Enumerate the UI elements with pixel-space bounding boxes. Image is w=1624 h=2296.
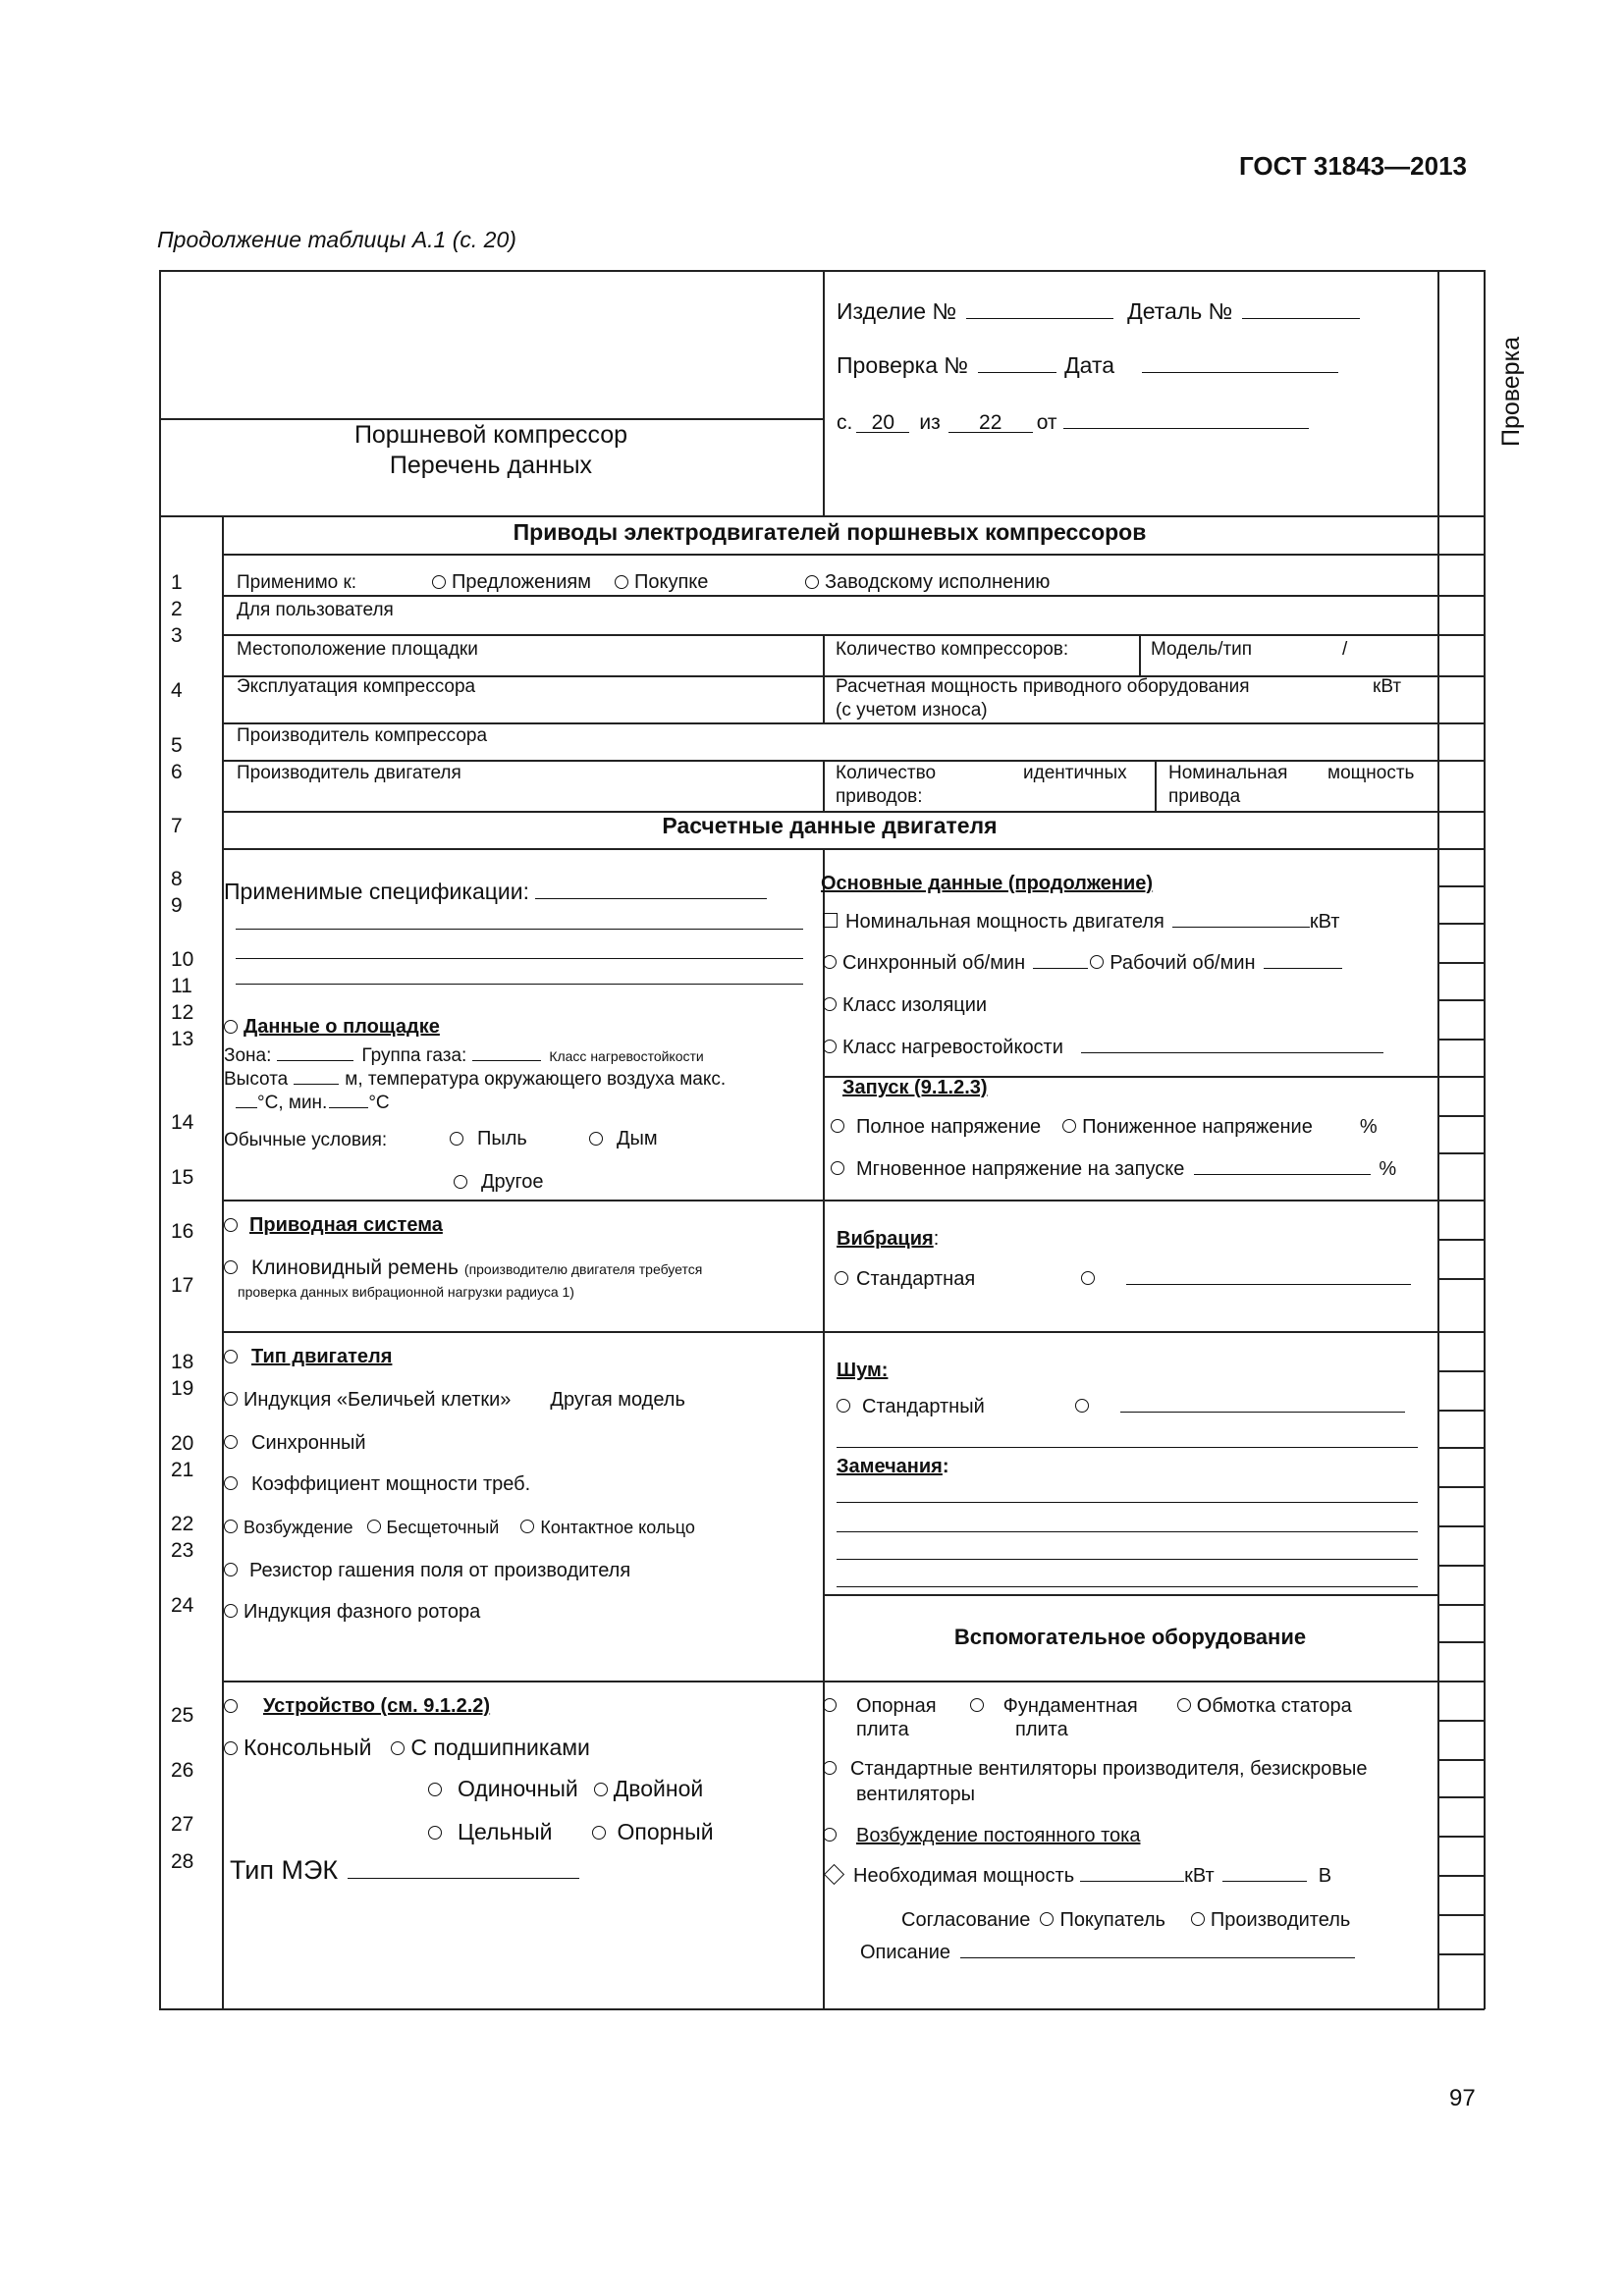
device-option[interactable] <box>224 1694 490 1718</box>
row-number: 20 <box>171 1432 194 1455</box>
row-number: 4 <box>171 679 183 702</box>
radio-circle-icon[interactable] <box>837 1399 850 1413</box>
from-label: от <box>1036 411 1057 434</box>
temp-unit: °С <box>368 1093 390 1113</box>
row-number: 18 <box>171 1351 194 1373</box>
base-plate-label: Опорная <box>856 1695 937 1717</box>
temperature-row <box>236 1090 390 1115</box>
nominal-motor-power-unit: кВт <box>1309 911 1340 933</box>
radio-circle-icon[interactable] <box>823 997 837 1011</box>
radio-dust-label: Пыль <box>477 1128 527 1149</box>
radio-circle-icon[interactable] <box>224 1435 238 1449</box>
mount-row-1 <box>224 1735 590 1759</box>
site-location-label: Местоположение площадки <box>237 639 478 660</box>
description-row <box>860 1940 1355 1964</box>
full-voltage-label: Полное напряжение <box>856 1116 1042 1138</box>
vbelt-row <box>224 1256 702 1281</box>
row-number: 25 <box>171 1704 194 1727</box>
radio-smoke[interactable] <box>589 1127 658 1150</box>
checkbox-icon[interactable] <box>823 913 838 928</box>
remarks-heading-row <box>837 1455 949 1478</box>
heat-class-row <box>823 1035 1383 1059</box>
standard-number: ГОСТ 31843—2013 <box>1239 151 1467 181</box>
low-voltage-percent: % <box>1359 1116 1378 1138</box>
noise-heading: Шум: <box>837 1360 889 1381</box>
vbelt-note-line2: проверка данных вибрационной нагрузки радиуса 1) <box>238 1284 574 1300</box>
radio-circle-icon[interactable] <box>520 1520 534 1533</box>
check-number-label: Проверка № <box>837 352 969 378</box>
noise-standard-label: Стандартный <box>862 1396 985 1417</box>
start-heading: Запуск (9.1.2.3) <box>842 1077 988 1098</box>
radio-dust[interactable] <box>450 1127 527 1150</box>
radio-circle-icon[interactable] <box>224 1563 238 1576</box>
radio-circle-icon[interactable] <box>428 1783 442 1796</box>
basic-data-continued-heading: Основные данные (продолжение) <box>821 873 1154 894</box>
wound-rotor-row <box>224 1600 480 1624</box>
squirrel-cage-label: Индукция «Беличьей клетки» <box>244 1389 512 1411</box>
drive-system-option[interactable] <box>224 1213 443 1237</box>
vibration-colon: : <box>933 1228 940 1250</box>
field-resistor-label: Резистор гашения поля от производителя <box>249 1560 631 1581</box>
site-data-option[interactable] <box>224 1015 440 1039</box>
radio-circle-icon[interactable] <box>1090 955 1104 969</box>
fans-label: Стандартные вентиляторы производителя, безискровые <box>850 1758 1368 1780</box>
brushless-label: Бесщеточный <box>386 1518 500 1537</box>
model-type-label: Модель/тип <box>1151 639 1253 660</box>
row-number: 23 <box>171 1539 194 1562</box>
required-power-field[interactable] <box>1080 1863 1184 1882</box>
row-number: 7 <box>171 815 183 837</box>
row-number: 16 <box>171 1220 194 1243</box>
radio-circle-icon[interactable] <box>224 1218 238 1232</box>
dc-excitation-label: Возбуждение постоянного тока <box>856 1825 1141 1846</box>
row-number: 19 <box>171 1377 194 1400</box>
check-number-field[interactable] <box>978 354 1056 373</box>
required-voltage-unit: В <box>1318 1865 1332 1887</box>
field-resistor-row <box>224 1559 630 1582</box>
applicable-label: Применимо к: <box>237 572 357 593</box>
slip-ring-label: Контактное кольцо <box>540 1518 695 1537</box>
drive-system-heading: Приводная система <box>249 1214 443 1236</box>
temp-min-label: °С, мин. <box>257 1093 328 1113</box>
radio-circle-icon[interactable] <box>589 1132 603 1146</box>
iec-type-row <box>230 1855 579 1885</box>
solid-label: Цельный <box>458 1819 553 1844</box>
nominal-drive-label-3: привода <box>1168 786 1241 807</box>
radio-circle-icon[interactable] <box>1191 1912 1205 1926</box>
row-number: 5 <box>171 734 183 757</box>
radio-circle-icon[interactable] <box>1177 1698 1191 1712</box>
compressor-maker-label: Производитель компрессора <box>237 725 488 746</box>
plates-row <box>823 1694 1352 1718</box>
row-number: 15 <box>171 1166 194 1189</box>
check-date-row <box>837 353 1338 377</box>
synchronous-label: Синхронный <box>251 1432 366 1454</box>
page-number: 97 <box>1449 2085 1476 2111</box>
squirrel-cage-row <box>224 1388 685 1412</box>
radio-circle-icon[interactable] <box>454 1175 467 1189</box>
radio-factory-label: Заводскому исполнению <box>825 571 1051 593</box>
radio-circle-icon[interactable] <box>1062 1119 1076 1133</box>
page-number: 20 <box>856 414 909 433</box>
radio-circle-icon[interactable] <box>823 1040 837 1053</box>
insulation-class-row <box>823 993 987 1017</box>
radio-circle-icon[interactable] <box>432 575 446 589</box>
excitation-row <box>224 1516 695 1539</box>
wear-note: (с учетом износа) <box>836 700 988 721</box>
motor-type-heading: Тип двигателя <box>251 1346 393 1367</box>
double-label: Двойной <box>613 1776 704 1801</box>
radio-offer[interactable] <box>432 570 591 594</box>
compressor-count-label: Количество компрессоров: <box>836 639 1069 660</box>
row-number: 12 <box>171 1001 194 1024</box>
radio-circle-icon[interactable] <box>224 1520 238 1533</box>
fans-row <box>823 1757 1368 1781</box>
rated-power-label: Расчетная мощность приводного оборудования <box>836 676 1250 697</box>
nominal-motor-power-label: Номинальная мощность двигателя <box>845 911 1164 933</box>
altitude-label: Высота <box>224 1069 289 1090</box>
foundation-plate-label: Фундаментная <box>1002 1695 1138 1717</box>
row-number: 3 <box>171 624 183 647</box>
row-number: 11 <box>171 975 192 997</box>
vbelt-label: Клиновидный ремень <box>251 1256 459 1279</box>
check-column-header: Проверка <box>1497 337 1525 447</box>
page-count-row <box>837 410 1309 435</box>
row-number: 13 <box>171 1028 194 1050</box>
radio-offer-label: Предложениям <box>452 571 591 593</box>
altitude-row <box>224 1066 726 1092</box>
heat-class-right-label: Класс нагревостойкости <box>842 1037 1063 1058</box>
specs-line[interactable] <box>236 984 803 985</box>
instant-voltage-percent: % <box>1379 1158 1397 1180</box>
radio-circle-icon[interactable] <box>831 1161 844 1175</box>
row-number: 27 <box>171 1813 194 1836</box>
excitation-label: Возбуждение <box>244 1518 353 1537</box>
vibration-standard-label: Стандартная <box>856 1268 976 1290</box>
vibration-heading: Вибрация <box>837 1228 934 1250</box>
nominal-drive-label-1: Номинальная <box>1168 763 1288 783</box>
radio-circle-icon[interactable] <box>823 1761 837 1775</box>
form-title <box>159 418 823 481</box>
for-user-label: Для пользователя <box>237 600 394 620</box>
noise-other-field[interactable] <box>1120 1394 1405 1413</box>
specs-line[interactable] <box>236 929 803 930</box>
fans-label-2: вентиляторы <box>856 1784 975 1805</box>
iec-type-field[interactable] <box>348 1856 579 1879</box>
required-power-row <box>823 1863 1331 1888</box>
radio-smoke-label: Дым <box>617 1128 658 1149</box>
row-number: 1 <box>171 571 183 594</box>
support-label: Опорный <box>617 1819 714 1844</box>
remarks-line[interactable] <box>837 1586 1418 1587</box>
noise-extra-line[interactable] <box>837 1447 1418 1448</box>
required-voltage-field[interactable] <box>1222 1863 1307 1882</box>
row-number: 28 <box>171 1850 194 1873</box>
instant-voltage-label: Мгновенное напряжение на запуске <box>856 1158 1185 1180</box>
device-heading: Устройство (см. 9.1.2.2) <box>263 1695 491 1717</box>
vbelt-note-line1: (производителю двигателя требуется <box>463 1261 703 1277</box>
compressor-operation-label: Эксплуатация компрессора <box>237 676 476 697</box>
page-total: 22 <box>948 414 1033 433</box>
usual-conditions-label: Обычные условия: <box>224 1130 388 1150</box>
radio-circle-icon[interactable] <box>970 1698 984 1712</box>
radio-circle-icon[interactable] <box>428 1826 442 1840</box>
motor-maker-label: Производитель двигателя <box>237 763 461 783</box>
row-number: 26 <box>171 1759 194 1782</box>
radio-circle-icon[interactable] <box>615 575 628 589</box>
buyer-label: Покупатель <box>1059 1909 1165 1931</box>
detail-label: Деталь № <box>1127 298 1233 324</box>
nominal-motor-power-field[interactable] <box>1172 909 1310 928</box>
vibration-options-row <box>835 1266 1411 1291</box>
applicable-specs-label: Применимые спецификации: <box>224 879 530 904</box>
radio-circle-icon[interactable] <box>367 1520 381 1533</box>
insulation-class-label: Класс изоляции <box>842 994 988 1016</box>
description-label: Описание <box>860 1942 951 1963</box>
remarks-line[interactable] <box>837 1559 1418 1560</box>
detail-number-field[interactable] <box>1242 300 1360 319</box>
altitude-rest-label: м, температура окружающего воздуха макс. <box>345 1069 727 1090</box>
radio-circle-icon[interactable] <box>1040 1912 1054 1926</box>
radio-circle-icon[interactable] <box>823 1698 837 1712</box>
radio-factory[interactable] <box>805 570 1050 594</box>
identical-drives-label-1: Количество <box>836 763 937 783</box>
remarks-line[interactable] <box>837 1531 1418 1532</box>
row-number: 10 <box>171 948 194 971</box>
radio-circle-icon[interactable] <box>224 1699 238 1713</box>
mount-row-2 <box>428 1777 703 1800</box>
applicable-specs-field[interactable] <box>535 881 767 899</box>
temp-max-field[interactable] <box>236 1090 257 1108</box>
altitude-field[interactable] <box>294 1066 339 1085</box>
agreement-row <box>901 1908 1350 1932</box>
form-title-line1: Поршневой компрессор <box>353 421 628 449</box>
vibration-other-field[interactable] <box>1126 1266 1411 1285</box>
radio-purchase-label: Покупке <box>634 571 709 593</box>
work-rpm-label: Рабочий об/мин <box>1110 952 1256 974</box>
radio-circle-icon[interactable] <box>450 1132 463 1146</box>
gas-group-field[interactable] <box>472 1042 541 1061</box>
foundation-plate-label-2: плита <box>1015 1719 1068 1740</box>
noise-options-row <box>837 1394 1405 1418</box>
vibration-heading-row <box>837 1227 939 1251</box>
model-type-slash: / <box>1342 639 1348 660</box>
zone-gas-row <box>224 1042 704 1068</box>
low-voltage-label: Пониженное напряжение <box>1082 1116 1313 1138</box>
gas-group-label: Группа газа: <box>361 1045 467 1066</box>
table-continuation-caption: Продолжение таблицы А.1 (с. 20) <box>157 227 516 252</box>
zone-field[interactable] <box>277 1042 353 1061</box>
console-label: Консольный <box>244 1735 372 1760</box>
radio-circle-icon[interactable] <box>224 1476 238 1490</box>
sync-rpm-label: Синхронный об/мин <box>842 952 1026 974</box>
manufacturer-label: Производитель <box>1210 1909 1351 1931</box>
identical-drives-label-2: идентичных <box>1023 763 1127 783</box>
radio-circle-icon[interactable] <box>831 1119 844 1133</box>
of-label: из <box>919 411 941 434</box>
sync-rpm-field[interactable] <box>1033 950 1088 969</box>
row-number: 8 <box>171 868 183 890</box>
with-bearings-label: С подшипниками <box>410 1735 590 1760</box>
description-field[interactable] <box>960 1940 1355 1958</box>
aux-equipment-heading: Вспомогательное оборудование <box>953 1625 1307 1649</box>
zone-label: Зона: <box>224 1045 272 1066</box>
work-rpm-field[interactable] <box>1264 950 1342 969</box>
instant-voltage-row <box>831 1156 1396 1181</box>
nominal-drive-label-2: мощность <box>1327 763 1415 783</box>
radio-circle-icon[interactable] <box>391 1741 405 1755</box>
identical-drives-label-3: приводов: <box>836 786 923 807</box>
row-number: 14 <box>171 1111 194 1134</box>
synchronous-row <box>224 1431 366 1455</box>
row-number: 22 <box>171 1513 194 1535</box>
radio-circle-icon[interactable] <box>1081 1271 1095 1285</box>
nominal-motor-power-row <box>823 909 1339 934</box>
instant-voltage-field[interactable] <box>1194 1156 1371 1175</box>
date-field[interactable] <box>1142 354 1338 373</box>
heat-class-field[interactable] <box>1081 1035 1383 1053</box>
radio-circle-icon[interactable] <box>1075 1399 1089 1413</box>
dc-excitation-row <box>823 1824 1140 1847</box>
wound-rotor-label: Индукция фазного ротора <box>244 1601 481 1623</box>
applicable-specs-row <box>224 880 767 903</box>
radio-circle-icon[interactable] <box>594 1783 608 1796</box>
page-label: с. <box>837 411 853 434</box>
radio-circle-icon[interactable] <box>224 1741 238 1755</box>
other-model-label: Другая модель <box>550 1389 685 1411</box>
agreement-label: Согласование <box>901 1909 1031 1931</box>
single-label: Одиночный <box>458 1776 578 1801</box>
base-plate-label-2: плита <box>856 1719 909 1740</box>
row-number: 6 <box>171 761 183 783</box>
item-detail-row <box>837 299 1360 323</box>
stator-winding-label: Обмотка статора <box>1196 1695 1352 1717</box>
radio-purchase[interactable] <box>615 570 708 594</box>
radio-other-condition[interactable] <box>454 1170 544 1194</box>
motor-type-option[interactable] <box>224 1345 392 1368</box>
radio-circle-icon[interactable] <box>823 955 837 969</box>
power-factor-label: Коэффициент мощности треб. <box>251 1473 531 1495</box>
radio-circle-icon[interactable] <box>224 1604 238 1618</box>
radio-circle-icon[interactable] <box>224 1260 238 1274</box>
iec-type-label: Тип МЭК <box>230 1855 339 1885</box>
radio-circle-icon[interactable] <box>224 1350 238 1363</box>
site-data-heading: Данные о площадке <box>244 1016 440 1038</box>
row-number: 2 <box>171 598 183 620</box>
start-voltage-row <box>831 1115 1378 1139</box>
required-power-label: Необходимая мощность <box>853 1865 1075 1887</box>
radio-circle-icon[interactable] <box>592 1826 606 1840</box>
power-factor-row <box>224 1472 530 1496</box>
section-heading-motor-data: Расчетные данные двигателя <box>662 813 998 838</box>
remarks-colon: : <box>942 1456 949 1477</box>
radio-circle-icon[interactable] <box>224 1392 238 1406</box>
radio-circle-icon[interactable] <box>835 1271 848 1285</box>
from-date-field[interactable] <box>1063 410 1309 429</box>
remarks-heading: Замечания <box>837 1456 943 1477</box>
row-number: 24 <box>171 1594 194 1617</box>
heat-class-label: Класс нагревостойкости <box>549 1048 704 1064</box>
row-number: 17 <box>171 1274 194 1297</box>
mount-row-3 <box>428 1820 714 1843</box>
radio-circle-icon[interactable] <box>805 575 819 589</box>
form-title-line2: Перечень данных <box>389 452 593 479</box>
temp-min-field[interactable] <box>329 1090 368 1108</box>
item-label: Изделие № <box>837 298 957 324</box>
row-number: 21 <box>171 1459 194 1481</box>
section-heading-motor-drives: Приводы электродвигателей поршневых компрессоров <box>513 519 1147 545</box>
remarks-line[interactable] <box>837 1502 1418 1503</box>
item-number-field[interactable] <box>966 300 1113 319</box>
radio-circle-icon[interactable] <box>224 1020 238 1034</box>
rpm-row <box>823 950 1342 975</box>
radio-other-condition-label: Другое <box>481 1171 544 1193</box>
row-number: 9 <box>171 894 183 917</box>
radio-circle-icon[interactable] <box>823 1828 837 1842</box>
diamond-icon[interactable] <box>824 1864 844 1885</box>
rated-power-unit: кВт <box>1373 676 1402 697</box>
specs-line[interactable] <box>236 958 803 959</box>
date-label: Дата <box>1064 352 1115 378</box>
required-power-unit: кВт <box>1184 1865 1215 1887</box>
